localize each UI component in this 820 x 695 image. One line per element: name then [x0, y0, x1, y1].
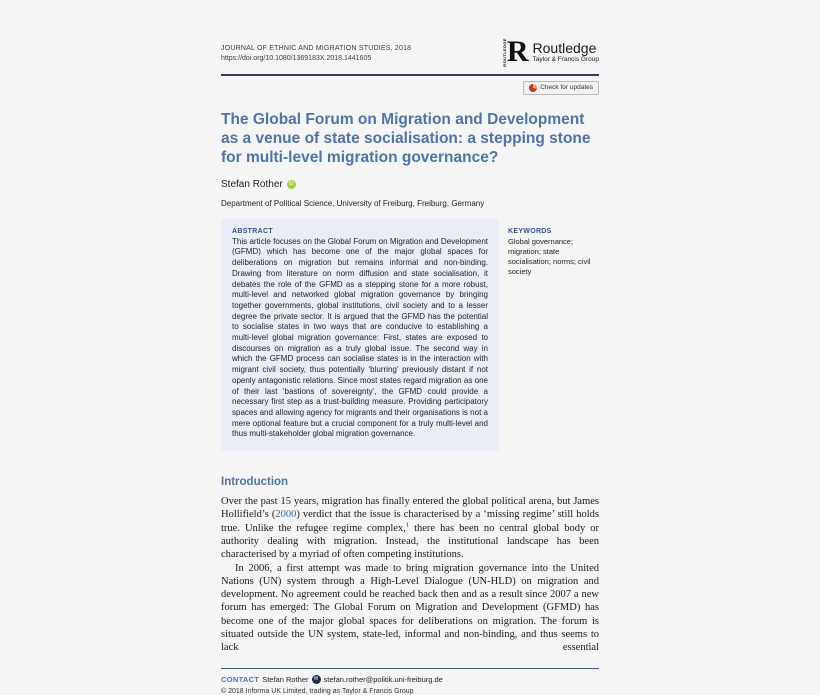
orcid-icon[interactable]: iD: [287, 180, 296, 189]
article-content-column: [221, 0, 599, 695]
abstract-box: [221, 219, 499, 451]
intro-paragraph-1: [221, 495, 599, 561]
keywords-block: [508, 219, 598, 277]
crossmark-icon: [529, 84, 537, 92]
author-affiliation: Department of Political Science, University of Freiburg, Freiburg, Germany: [221, 198, 485, 208]
copyright-notice: © 2018 Informa UK Limited, trading as Taylor & Francis Group: [221, 687, 414, 695]
footer-divider: [221, 668, 599, 669]
citation-link-2000[interactable]: 2000: [275, 509, 297, 521]
footnote-marker-1[interactable]: 1: [405, 521, 410, 529]
author-name: Stefan Rother: [221, 178, 283, 190]
p1-text-after-citation: ) verdict that the issue is characterised by a ‘missing regime’ still holds true. Unlike the refugee regime complex,: [221, 509, 600, 534]
doi-link[interactable]: https://doi.org/10.1080/1369183X.2018.1441605: [221, 55, 372, 62]
author-row: [221, 179, 599, 190]
check-updates-row: [221, 81, 599, 95]
email-icon: ✉: [312, 675, 321, 684]
journal-name: JOURNAL OF ETHNIC AND MIGRATION STUDIES, 2018: [221, 45, 412, 52]
page-header: [221, 35, 599, 68]
routledge-r-icon: R: [506, 35, 529, 68]
check-for-updates-button[interactable]: [523, 81, 599, 95]
p1-text-rest: there has been no central global body or authority dealing with migration. Instead, the institutional landscape has been characterised by a myriad of often competing institutions.: [221, 522, 599, 561]
article-title: The Global Forum on Migration and Development as a venue of state socialisation: a stepping stone for multi-level migration governance?: [221, 110, 591, 166]
keywords-label: KEYWORDS: [508, 227, 552, 235]
publisher-tagline: Taylor & Francis Group: [532, 55, 599, 63]
publisher-wordmark: [533, 41, 599, 64]
p1-text-before-citation: Over the past 15 years, migration has finally entered the global political arena, but James Hollifield’s (: [221, 496, 599, 521]
abstract-label: ABSTRACT: [232, 227, 273, 235]
abstract-text: This article focuses on the Global Forum on Migration and Development (GFMD) which has become one of the major global spaces for deliberations on migration but remains informal and non-binding. Drawing from literature on norm diffusion and state socialisation, it debates the role of the GFMD as a stepping stone for a more robust, multi-level and networked global migration governance by bringing together governments, global institutions, civil society and to a lesser degree the private sector. It is argued that the GFMD has the potential to socialise states in two ways that are conducive to establishing a multi-level global migration governance: First, states are exposed to discourses on migration as a truly global issue. The second way in which the GFMD process can socialise states is in the interaction with migrant civil society, thus potentially ‘blurring’ previously distant if not openly antagonistic relations. Since most states regard migration as one of their last ‘bastions of sovereignty’, the GFMD could provide a necessary first step as a trust-building measure. Providing participatory spaces and allowing agency for migrants and their organisations is not a mere optional feature but a crucial component for a truly multi-level and thus multi-stakeholder global migration governance.: [232, 236, 488, 439]
contact-email-link[interactable]: stefan.rother@politik.uni-freiburg.de: [323, 674, 443, 684]
publisher-logo: [501, 35, 599, 68]
keywords-list: Global governance; migration; state socialisation; norms; civil society: [508, 236, 591, 276]
contact-row: [221, 675, 599, 684]
section-heading-introduction: Introduction: [221, 476, 289, 489]
publisher-name: Routledge: [532, 39, 597, 56]
header-divider: [221, 74, 599, 76]
journal-info: [221, 38, 411, 64]
contact-label: CONTACT: [221, 674, 260, 684]
abstract-keywords-section: [221, 219, 599, 451]
routledge-logo-vertical-text: ROUTLEDGE: [501, 38, 507, 67]
routledge-logo-mark: [501, 35, 529, 68]
intro-paragraph-2: In 2006, a first attempt was made to bring migration governance into the United Nations (UN) system through a High-Level Dialogue (UN-HLD) on migration and development. No agreement could be reached back then and as a result since 2007 a new forum has emerged: The Global Forum on Migration and Development (GFMD) has become one of the major global spaces for deliberations on migration. The forum is situated outside the UN system, state-led, informal and non-binding, and thus seems to lack essential: [221, 562, 599, 654]
check-for-updates-label: Check for updates: [540, 84, 593, 92]
contact-author-name: Stefan Rother: [262, 674, 309, 684]
